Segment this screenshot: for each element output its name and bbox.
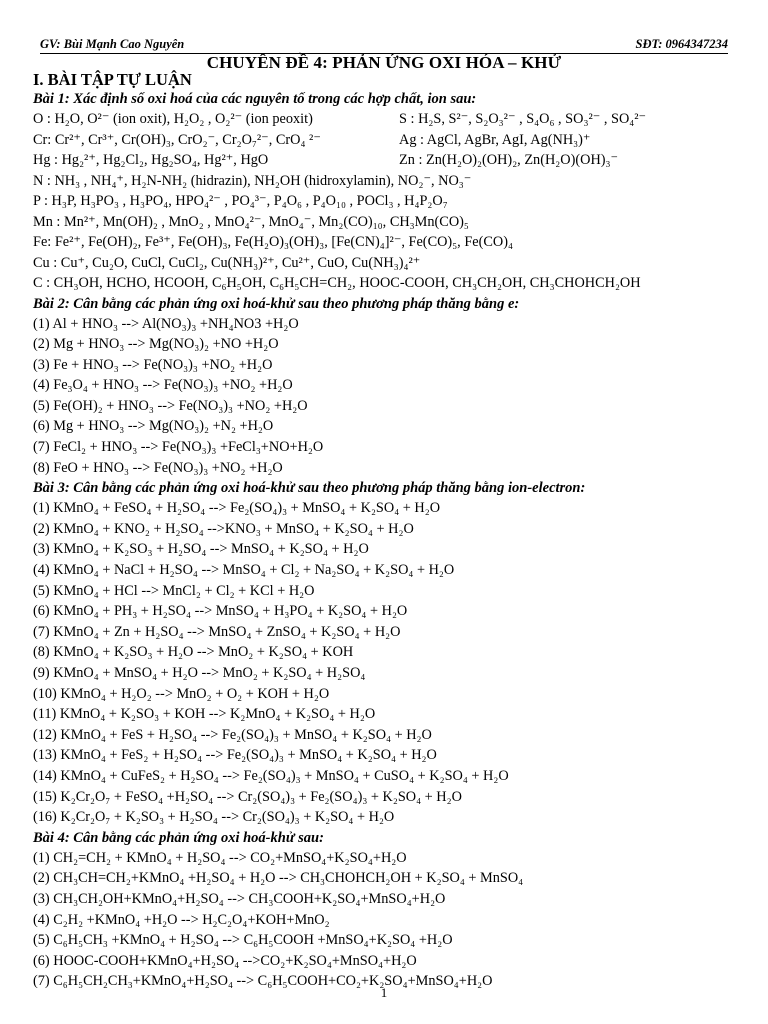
element-line-right: Zn : Zn(H₂O)₂(OH)₂, Zn(H₂O)(OH)₃⁻: [399, 152, 619, 168]
reaction-line: (12) KMnO₄ + FeS + H₂SO₄ --> Fe₂(SO₄)₃ + MnSO₄ + K₂SO₄ + H₂O: [33, 726, 432, 743]
exercise-2-heading: Bài 2: Cân bằng các phản ứng oxi hoá-khử sau theo phương pháp thăng bằng e:: [33, 295, 520, 312]
element-line-left: Cu : Cu⁺, Cu₂O, CuCl, CuCl₂, Cu(NH₃)²⁺, Cu²⁺, CuO, Cu(NH₃)₄²⁺: [33, 254, 421, 271]
page-header: [40, 37, 728, 53]
exercise-1: [33, 89, 743, 294]
reaction-line: (3) Fe + HNO₃ --> Fe(NO₃)₃ +NO₂ +H₂O: [33, 356, 273, 373]
reaction-line: (6) HOOC-COOH+KMnO₄+H₂SO₄ -->CO₂+K₂SO₄+MnSO₄+H₂O: [33, 952, 417, 969]
exercise-3-heading: Bài 3: Cân bằng các phản ứng oxi hoá-khử sau theo phương pháp thăng bằng ion-electron:: [33, 480, 586, 497]
element-line: [33, 212, 743, 233]
element-line-left: O : H₂O, O²⁻ (ion oxit), H₂O₂ , O₂²⁻ (ion peoxit): [33, 111, 313, 127]
reaction-line: (1) KMnO₄ + FeSO₄ + H₂SO₄ --> Fe₂(SO₄)₃ + MnSO₄ + K₂SO₄ + H₂O: [33, 500, 441, 517]
exercise-2: [33, 294, 743, 479]
reaction-line: (2) KMnO₄ + KNO₂ + H₂SO₄ -->KNO₃ + MnSO₄ + K₂SO₄ + H₂O: [33, 520, 414, 537]
element-line-left: C : CH₃OH, HCHO, HCOOH, C₆H₅OH, C₆H₅CH=CH₂, HOOC-COOH, CH₃CH₂OH, CH₃CHOHCH₂OH: [33, 275, 641, 291]
reaction-line: (4) C₂H₂ +KMnO₄ +H₂O --> H₂C₂O₄+KOH+MnO₂: [33, 911, 330, 928]
element-line: [33, 130, 743, 151]
exercise-2-lines: [33, 314, 743, 479]
reaction-line: (11) KMnO₄ + K₂SO₃ + KOH --> K₂MnO₄ + K₂SO₄ + H₂O: [33, 706, 376, 723]
reaction-line: (6) Mg + HNO₃ --> Mg(NO₃)₂ +N₂ +H₂O: [33, 418, 274, 435]
reaction-line: (9) KMnO₄ + MnSO₄ + H₂O --> MnO₂ + K₂SO₄ + H₂SO₄: [33, 665, 366, 681]
reaction-line: (8) FeO + HNO₃ --> Fe(NO₃)₃ +NO₂ +H₂O: [33, 459, 283, 476]
page-number: 1: [380, 985, 388, 1000]
reaction-line: (7) KMnO₄ + Zn + H₂SO₄ --> MnSO₄ + ZnSO₄ + K₂SO₄ + H₂O: [33, 623, 401, 640]
phone-number: SĐT: 0964347234: [635, 37, 728, 51]
exercise-1-heading: Bài 1: Xác định số oxi hoá của các nguyên tố trong các hợp chất, ion sau:: [33, 91, 477, 107]
element-line-right: S : H₂S, S²⁻, S₂O₃²⁻ , S₄O₆ , SO₃²⁻ , SO₄²⁻: [399, 111, 647, 127]
reaction-line: (14) KMnO₄ + CuFeS₂ + H₂SO₄ --> Fe₂(SO₄)₃ + MnSO₄ + CuSO₄ + K₂SO₄ + H₂O: [33, 767, 509, 784]
element-line: [33, 273, 743, 294]
reaction-line: (16) K₂Cr₂O₇ + K₂SO₃ + H₂SO₄ --> Cr₂(SO₄)₃ + K₂SO₄ + H₂O: [33, 809, 395, 826]
reaction-line: (10) KMnO₄ + H₂O₂ --> MnO₂ + O₂ + KOH + H₂O: [33, 685, 330, 702]
reaction-line: (5) KMnO₄ + HCl --> MnCl₂ + Cl₂ + KCl + H₂O: [33, 582, 315, 599]
element-line-left: Mn : Mn²⁺, Mn(OH)₂ , MnO₂ , MnO₄²⁻, MnO₄⁻, Mn₂(CO)₁₀, CH₃Mn(CO)₅: [33, 213, 469, 230]
element-line: [33, 150, 743, 171]
reaction-line: (2) Mg + HNO₃ --> Mg(NO₃)₂ +NO +H₂O: [33, 336, 279, 353]
element-line: [33, 253, 743, 274]
reaction-line: (7) C₆H₅CH₂CH₃+KMnO₄+H₂SO₄ --> C₆H₅COOH+CO₂+K₂SO₄+MnSO₄+H₂O: [33, 973, 493, 990]
reaction-line: (1) Al + HNO₃ --> Al(NO₃)₃ +NH₄NO3 +H₂O: [33, 315, 299, 332]
reaction-line: (7) FeCl₂ + HNO₃ --> Fe(NO₃)₃ +FeCl₃+NO+H₂O: [33, 439, 324, 456]
reaction-line: (6) KMnO₄ + PH₃ + H₂SO₄ --> MnSO₄ + H₃PO₄ + K₂SO₄ + H₂O: [33, 603, 408, 620]
section-heading: I. BÀI TẬP TỰ LUẬN: [33, 70, 192, 89]
reaction-line: (5) C₆H₅CH₃ +KMnO₄ + H₂SO₄ --> C₆H₅COOH +MnSO₄+K₂SO₄ +H₂O: [33, 932, 453, 949]
reaction-line: (3) CH₃CH₂OH+KMnO₄+H₂SO₄ --> CH₃COOH+K₂SO₄+MnSO₄+H₂O: [33, 890, 446, 907]
element-line: [33, 109, 743, 130]
element-line-left: P : H₃P, H₃PO₃ , H₃PO₄, HPO₄²⁻ , PO₄³⁻, P₄O₆ , P₄O₁₀ , POCl₃ , H₄P₂O₇: [33, 193, 448, 209]
element-line-left: N : NH₃ , NH₄⁺, H₂N-NH₂ (hidrazin), NH₂OH (hidroxylamin), NO₂⁻, NO₃⁻: [33, 172, 472, 189]
exercise-4-heading: Bài 4: Cân bằng các phản ứng oxi hoá-khử sau:: [33, 829, 324, 846]
reaction-line: (15) K₂Cr₂O₇ + FeSO₄ +H₂SO₄ --> Cr₂(SO₄)₃ + Fe₂(SO₄)₃ + K₂SO₄ + H₂O: [33, 788, 462, 805]
reaction-line: (4) Fe₃O₄ + HNO₃ --> Fe(NO₃)₃ +NO₂ +H₂O: [33, 377, 293, 394]
reaction-line: (13) KMnO₄ + FeS₂ + H₂SO₄ --> Fe₂(SO₄)₃ + MnSO₄ + K₂SO₄ + H₂O: [33, 747, 437, 764]
page-title: CHUYÊN ĐỀ 4: PHẢN ỨNG OXI HÓA – KHỬ: [206, 53, 562, 72]
exercise-4-lines: [33, 848, 743, 992]
exercise-3: [33, 478, 743, 828]
reaction-line: (1) CH₂=CH₂ + KMnO₄ + H₂SO₄ --> CO₂+MnSO₄+K₂SO₄+H₂O: [33, 849, 407, 866]
reaction-line: (4) KMnO₄ + NaCl + H₂SO₄ --> MnSO₄ + Cl₂ + Na₂SO₄ + K₂SO₄ + H₂O: [33, 562, 455, 579]
reaction-line: (8) KMnO₄ + K₂SO₃ + H₂O --> MnO₂ + K₂SO₄ + KOH: [33, 644, 354, 661]
reaction-line: (2) CH₃CH=CH₂+KMnO₄ +H₂SO₄ + H₂O --> CH₃CHOHCH₂OH + K₂SO₄ + MnSO₄: [33, 870, 524, 887]
element-line: [33, 232, 743, 253]
element-line: [33, 171, 743, 192]
exercise-4: [33, 828, 743, 992]
reaction-line: (3) KMnO₄ + K₂SO₃ + H₂SO₄ --> MnSO₄ + K₂SO₄ + H₂O: [33, 541, 369, 558]
element-line-left: Hg : Hg₂²⁺, Hg₂Cl₂, Hg₂SO₄, Hg²⁺, HgO: [33, 152, 269, 168]
element-line-right: Ag : AgCl, AgBr, AgI, Ag(NH₃)⁺: [399, 131, 591, 148]
element-line: [33, 191, 743, 212]
element-line-left: Fe: Fe²⁺, Fe(OH)₂, Fe³⁺, Fe(OH)₃, Fe(H₂O)₃(OH)₃, [Fe(CN)₄]²⁻, Fe(CO)₅, Fe(CO)₄: [33, 234, 513, 250]
reaction-line: (5) Fe(OH)₂ + HNO₃ --> Fe(NO₃)₃ +NO₂ +H₂O: [33, 397, 308, 414]
teacher-name: GV: Bùi Mạnh Cao Nguyên: [40, 37, 185, 51]
element-line-left: Cr: Cr²⁺, Cr³⁺, Cr(OH)₃, CrO₂⁻, Cr₂O₇²⁻, CrO₄ ²⁻: [33, 131, 321, 148]
exercise-1-lines: [33, 109, 743, 294]
exercise-3-lines: [33, 498, 743, 828]
document-body: [33, 71, 743, 992]
